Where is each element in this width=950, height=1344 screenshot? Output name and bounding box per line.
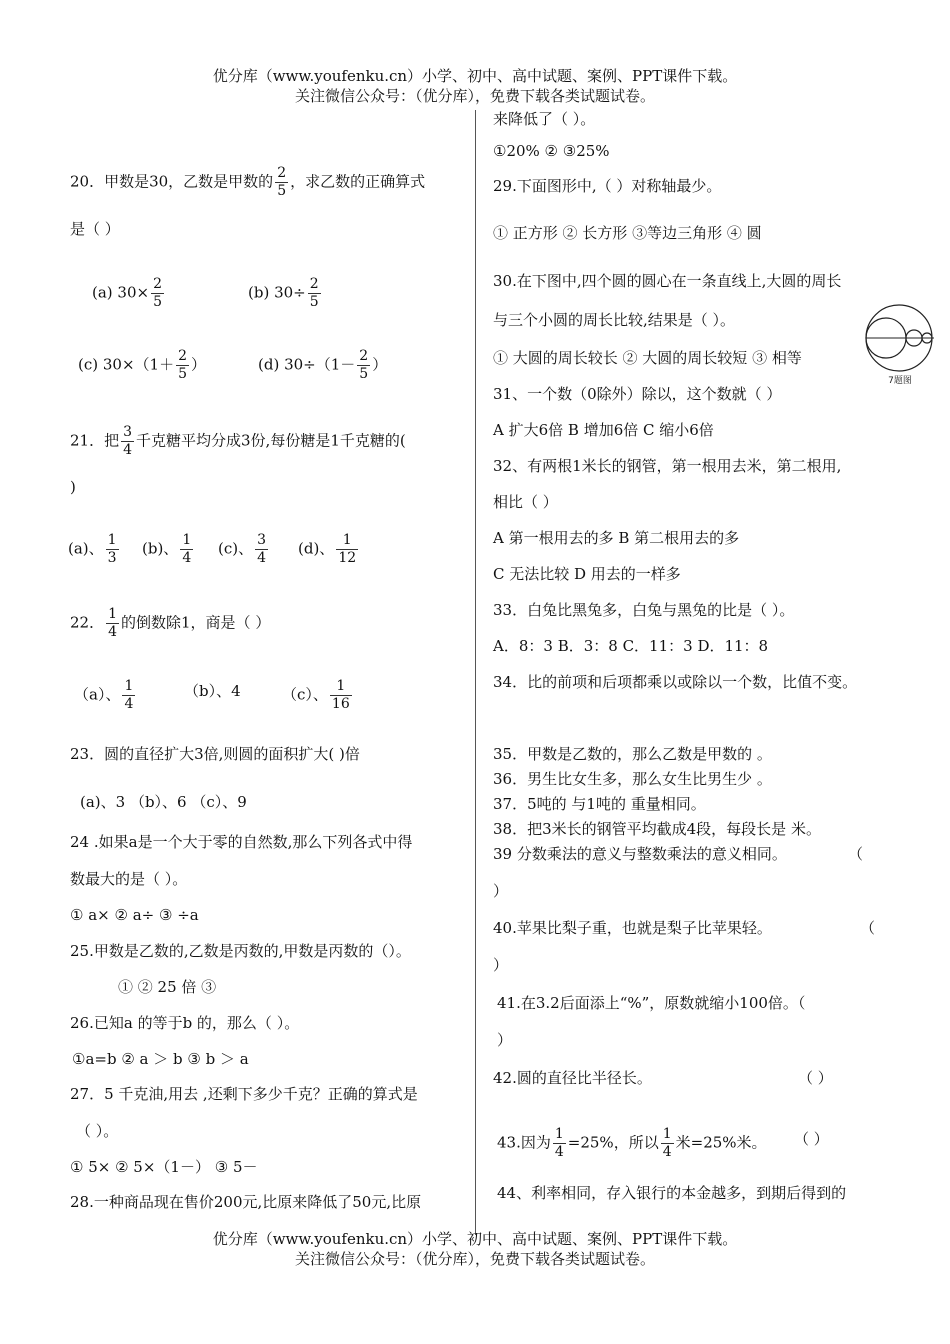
header-line-2: 关注微信公众号：（优分库），免费下载各类试题试卷。: [294, 87, 655, 105]
question-42-paren: （ ）: [798, 1069, 833, 1087]
question-32-line2: 相比（ ）: [493, 493, 558, 511]
question-44: 44、利率相同，存入银行的本金越多，到期后得到的: [497, 1184, 847, 1202]
question-32-options-2: C 无法比较 D 用去的一样多: [493, 565, 681, 583]
question-41-paren-close: ）: [497, 1031, 513, 1049]
question-32: 32、有两根1米长的钢管，第一根用去米，第二根用,: [493, 457, 842, 475]
question-36: 36．男生比女生多，那么女生比男生少 。: [493, 770, 772, 788]
footer-line-2: 关注微信公众号：（优分库），免费下载各类试题试卷。: [294, 1250, 655, 1268]
question-20-option-a: (a) 30× $\frac{2}{5}$: [92, 276, 162, 310]
question-20-option-d: (d) 30÷（1－ $\frac{2}{5}$ ）: [258, 348, 388, 382]
question-29-options: ① 正方形 ② 长方形 ③等边三角形 ④ 圆: [493, 224, 762, 242]
question-24-line2: 数最大的是（ ）。: [70, 870, 188, 888]
question-20-option-b: (b) 30÷ $\frac{2}{5}$: [248, 276, 319, 310]
question-26: 26.已知a 的等于b 的，那么（ ）。: [70, 1014, 300, 1032]
question-20-line2: 是（ ）: [70, 220, 120, 238]
question-40-paren-open: （: [860, 919, 876, 937]
question-24-options: ① a× ② a÷ ③ ÷a: [70, 906, 199, 924]
question-40: 40.苹果比梨子重，也就是梨子比苹果轻。: [493, 919, 772, 937]
question-20: 20．甲数是30，乙数是甲数的 $\frac{2}{5}$ ，求乙数的正确算式: [70, 165, 426, 199]
question-24: 24 .如果a是一个大于零的自然数,那么下列各式中得: [70, 833, 413, 851]
question-22: 22． $\frac{1}{4}$ 的倒数除1，商是（ ）: [70, 606, 271, 640]
question-21-option-b: (b)、 $\frac{1}{4}$: [142, 532, 192, 566]
question-31: 31、一个数（0除外）除以，这个数就（ ）: [493, 385, 782, 403]
question-22-option-a: （a）、 $\frac{1}{4}$: [74, 678, 134, 712]
question-38: 38．把3米长的钢管平均截成4段，每段长是 米。: [493, 820, 821, 838]
question-39: 39 分数乘法的意义与整数乘法的意义相同。: [493, 845, 787, 863]
question-28-line2: 来降低了（ ）。: [493, 110, 596, 128]
question-30-line2: 与三个小圆的周长比较,结果是（ ）。: [493, 311, 736, 329]
question-39-paren-close: ）: [493, 882, 509, 900]
question-41: 41.在3.2后面添上“%”，原数就缩小100倍。（: [497, 994, 806, 1012]
question-25: 25.甲数是乙数的,乙数是丙数的,甲数是丙数的（）。: [70, 942, 411, 960]
question-32-options-1: A 第一根用去的多 B 第二根用去的多: [493, 529, 740, 547]
question-21-option-c: (c)、 $\frac{3}{4}$: [218, 532, 267, 566]
question-21-option-a: (a)、 $\frac{1}{3}$: [68, 532, 117, 566]
question-29: 29.下面图形中,（ ）对称轴最少。: [493, 177, 722, 195]
column-divider: [475, 110, 476, 1235]
question-22-option-c: （c）、 $\frac{1}{16}$: [282, 678, 350, 712]
question-30: 30.在下图中,四个圆的圆心在一条直线上,大圆的周长: [493, 272, 842, 290]
question-28: 28.一种商品现在售价200元,比原来降低了50元,比原: [70, 1193, 422, 1211]
question-26-options: ①a=b ② a ＞ b ③ b ＞ a: [72, 1050, 249, 1068]
circles-figure: [862, 303, 938, 385]
question-43-paren: （ ）: [794, 1130, 829, 1148]
footer-line-1: 优分库（www.youfenku.cn）小学、初中、高中试题、案例、PPT课件下载。: [212, 1230, 738, 1248]
question-22-option-b: （b）、4: [184, 682, 241, 700]
question-23: 23．圆的直径扩大3倍,则圆的面积扩大( )倍: [70, 745, 360, 763]
question-40-paren-close: ）: [493, 956, 509, 974]
question-42: 42.圆的直径比半径长。: [493, 1069, 652, 1087]
question-43: 43.因为 $\frac{1}{4}$ =25%，所以 $\frac{1}{4}$ 米=25%米。: [497, 1126, 767, 1160]
question-33: 33．白兔比黑兔多，白兔与黑兔的比是（ ）。: [493, 601, 795, 619]
figure-label: 7题图: [888, 376, 912, 385]
question-25-options: ① ② 25 倍 ③: [118, 978, 217, 996]
question-35: 35．甲数是乙数的，那么乙数是甲数的 。: [493, 745, 772, 763]
question-23-options: (a)、3 （b）、6 （c）、9: [80, 793, 247, 811]
question-31-options: A 扩大6倍 B 增加6倍 C 缩小6倍: [493, 421, 714, 439]
question-27: 27．5 千克油,用去 ,还剩下多少千克？正确的算式是: [70, 1085, 418, 1103]
question-34: 34．比的前项和后项都乘以或除以一个数，比值不变。: [493, 673, 858, 691]
question-30-options: ① 大圆的周长较长 ② 大圆的周长较短 ③ 相等: [493, 349, 802, 367]
question-37: 37．5吨的 与1吨的 重量相同。: [493, 795, 706, 813]
question-39-paren-open: （: [848, 845, 864, 863]
header-line-1: 优分库（www.youfenku.cn）小学、初中、高中试题、案例、PPT课件下载。: [212, 67, 738, 85]
question-27-line2: （ ）。: [76, 1122, 119, 1140]
question-21-option-d: (d)、 $\frac{1}{12}$: [298, 532, 357, 566]
question-20-option-c: (c) 30×（1＋ $\frac{2}{5}$ ）: [78, 348, 207, 382]
question-28-options: ①20% ② ③25%: [493, 142, 610, 160]
question-33-options: A．8：3 B．3：8 C．11：3 D．11：8: [493, 637, 769, 655]
question-21-line2: ): [70, 478, 76, 496]
question-21: 21．把 $\frac{3}{4}$ 千克糖平均分成3份,每份糖是1千克糖的(: [70, 424, 406, 458]
question-27-options: ① 5× ② 5×（1－） ③ 5－: [70, 1158, 258, 1176]
